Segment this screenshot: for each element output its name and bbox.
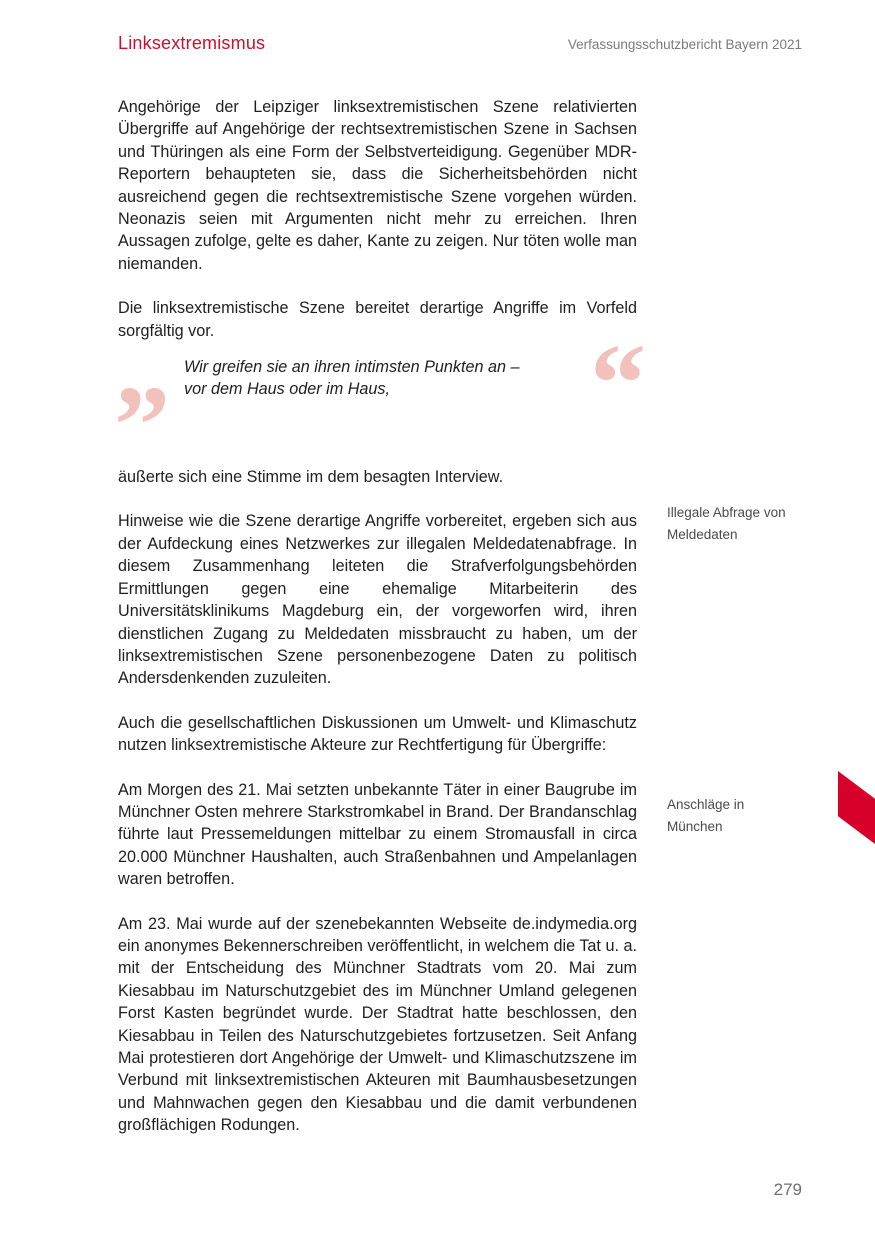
paragraph: Am Morgen des 21. Mai setzten unbekannte Täter in einer Baugrube im Münchner Osten mehrere Starkstromkabel in Brand. Der Brandanschlag führte laut Pressemeldungen mittelbar zu einem Stromausfall in circa 20.000 Münchner Haushalten, auch Straßenbahnen und Ampelanlagen waren betroffen. bbox=[118, 780, 637, 889]
page-number: 279 bbox=[773, 1180, 802, 1199]
paragraph: äußerte sich eine Stimme im dem besagten Interview. bbox=[118, 468, 504, 487]
chapter-tab-marker bbox=[838, 771, 875, 844]
margin-note-muenchen bbox=[667, 794, 817, 838]
paragraph: Auch die gesellschaftlichen Diskussionen um Umwelt- und Klimaschutz nutzen linksextremistische Akteure zur Rechtfertigung für Übergriffe: bbox=[118, 713, 637, 755]
quote-line: Wir greifen sie an ihren intimsten Punkten an – bbox=[184, 358, 520, 377]
quote-line: vor dem Haus oder im Haus, bbox=[184, 380, 391, 399]
paragraph: Am 23. Mai wurde auf der szenebekannten Webseite de.indymedia.org ein anonymes Bekennerschreiben veröffentlicht, in welchem die Tat u. a. mit der Entscheidung des Münchner Stadtrats vom 20. Mai zum Kiesabbau im Naturschutzgebiet des im Münchner Umland gelegenen Forst Kasten begründet wurde. Der Stadtrat hatte beschlossen, den Kiesabbau in Teilen des Naturschutzgebietes fortzusetzen. Seit Anfang Mai protestieren dort Angehörige der Umwelt- und Klimaschutzszene im Verbund mit linksextremistischen Akteuren mit Baumhausbesetzungen und Mahnwachen gegen den Kiesabbau und die damit verbundenen großflächigen Rodungen. bbox=[118, 914, 637, 1135]
paragraph: Die linksextremistische Szene bereitet derartige Angriffe im Vorfeld sorgfältig vor. bbox=[118, 299, 637, 340]
margin-note-line: Meldedaten bbox=[667, 527, 738, 542]
paragraph: Angehörige der Leipziger linksextremistischen Szene relativierten Übergriffe auf Angehörige der rechtsextremistischen Szene in Sachsen und Thüringen als eine Form der Selbstverteidigung. Gegenüber MDR-Reportern behaupteten sie, dass die Sicherheitsbehörden nicht ausreichend gegen die rechtsextremistische Szene vorgehen würden. Neonazis seien mit Argumenten nicht mehr zu erreichen. Ihren Aussagen zufolge, gelte es daher, Kante zu zeigen. Nur töten wolle man niemanden. bbox=[118, 98, 637, 273]
margin-note-line: München bbox=[667, 819, 723, 834]
closing-quote-mark: ” bbox=[114, 364, 170, 489]
section-title: Linksextremismus bbox=[118, 33, 266, 53]
report-title: Verfassungsschutzbericht Bayern 2021 bbox=[567, 37, 802, 52]
margin-note-line: Illegale Abfrage von bbox=[667, 505, 786, 520]
paragraph: Hinweise wie die Szene derartige Angriffe vorbereitet, ergeben sich aus der Aufdeckung eines Netzwerkes zur illegalen Meldedatenabfrage. In diesem Zusammenhang leiteten die Strafverfolgungsbehörden Ermittlungen gegen eine ehemalige Mitarbeiterin des Universitätsklinikums Magdeburg ein, der vorgeworfen wird, ihren dienstlichen Zugang zu Meldedaten missbraucht zu haben, um der linksextremistischen Szene personenbezogene Daten zu politisch Andersdenkenden zuzuleiten. bbox=[118, 512, 637, 688]
margin-note-line: Anschläge in bbox=[667, 797, 745, 812]
opening-quote-mark: “ bbox=[590, 322, 646, 447]
quote-text bbox=[184, 356, 584, 401]
margin-note-meldedaten bbox=[667, 502, 817, 546]
main-text-column bbox=[114, 96, 646, 1159]
